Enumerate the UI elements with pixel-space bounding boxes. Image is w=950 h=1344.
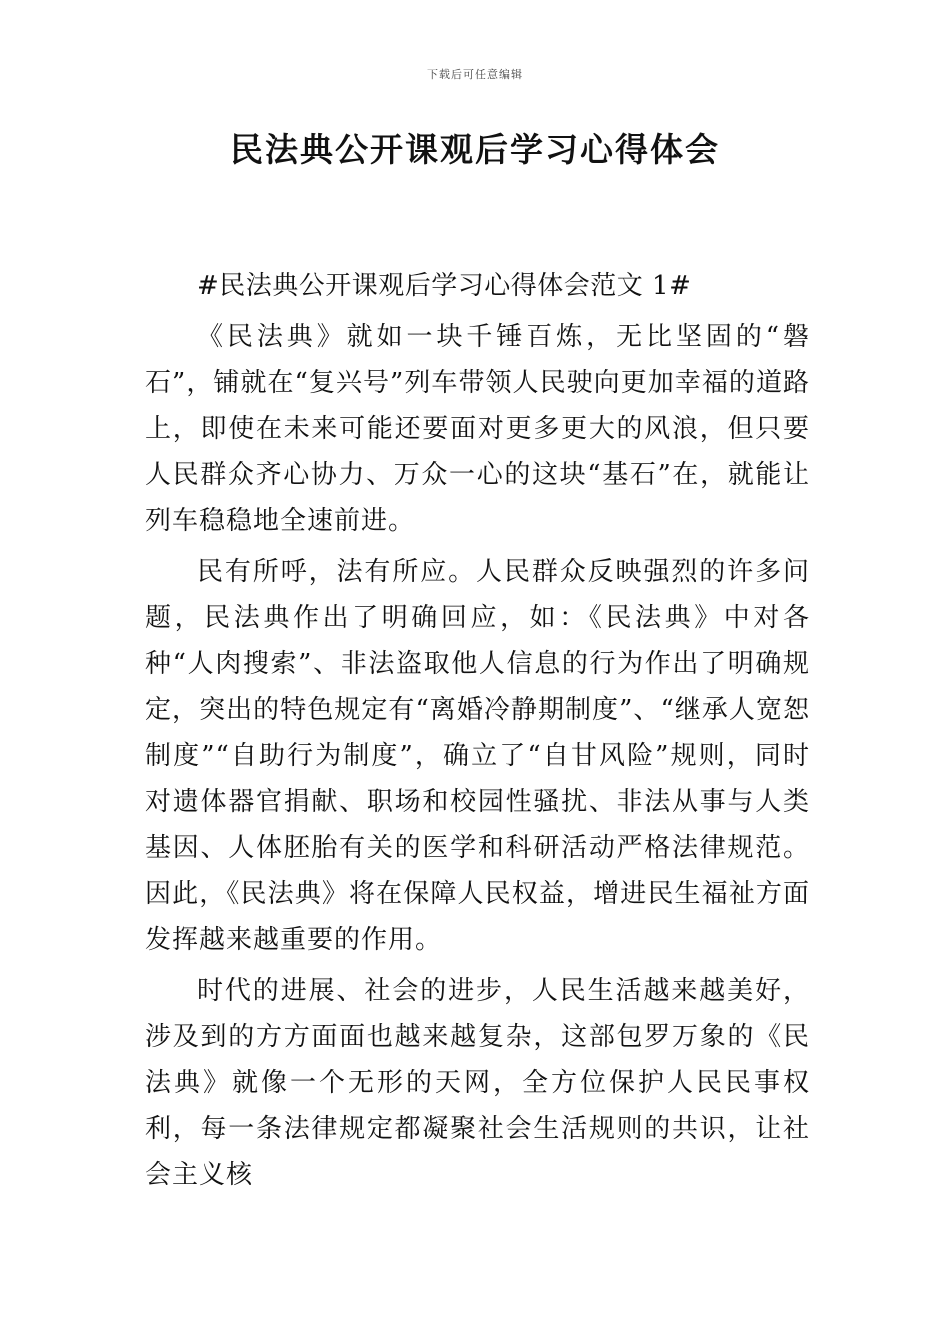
paragraph-2: 民有所呼，法有所应。人民群众反映强烈的许多问题，民法典作出了明确回应，如：《民法典》中对各种“人肉搜索”、非法盗取他人信息的行为作出了明确规定，突出的特色规定有“离婚冷静期制度”、“继承人宽恕制度”“自助行为制度”，确立了“自甘风险”规则，同时对遗体器官捐献、职场和校园性骚扰、非法从事与人类基因、人体胚胎有关的医学和科研活动严格法律规范。因此，《民法典》将在保障人民权益，增进民生福祉方面发挥越来越重要的作用。 xyxy=(145,557,810,955)
header-note: 下载后可任意编辑 xyxy=(427,68,523,81)
document-body xyxy=(145,263,810,1198)
paragraph-1: 《民法典》就如一块千锤百炼，无比坚固的“磐石”，铺就在“复兴号”列车带领人民驶向更加幸福的道路上，即使在未来可能还要面对更多更大的风浪，但只要人民群众齐心协力、万众一心的这块“基石”在，就能让列车稳稳地全速前进。 xyxy=(145,322,810,536)
document-title: 民法典公开课观后学习心得体会 xyxy=(230,130,720,169)
section-heading: #民法典公开课观后学习心得体会范文 1# xyxy=(197,271,692,301)
paragraph-3: 时代的进展、社会的进步，人民生活越来越美好，涉及到的方方面面也越来越复杂，这部包罗万象的《民法典》就像一个无形的天网，全方位保护人民民事权利，每一条法律规定都凝聚社会生活规则的共识，让社会主义核 xyxy=(145,976,810,1190)
